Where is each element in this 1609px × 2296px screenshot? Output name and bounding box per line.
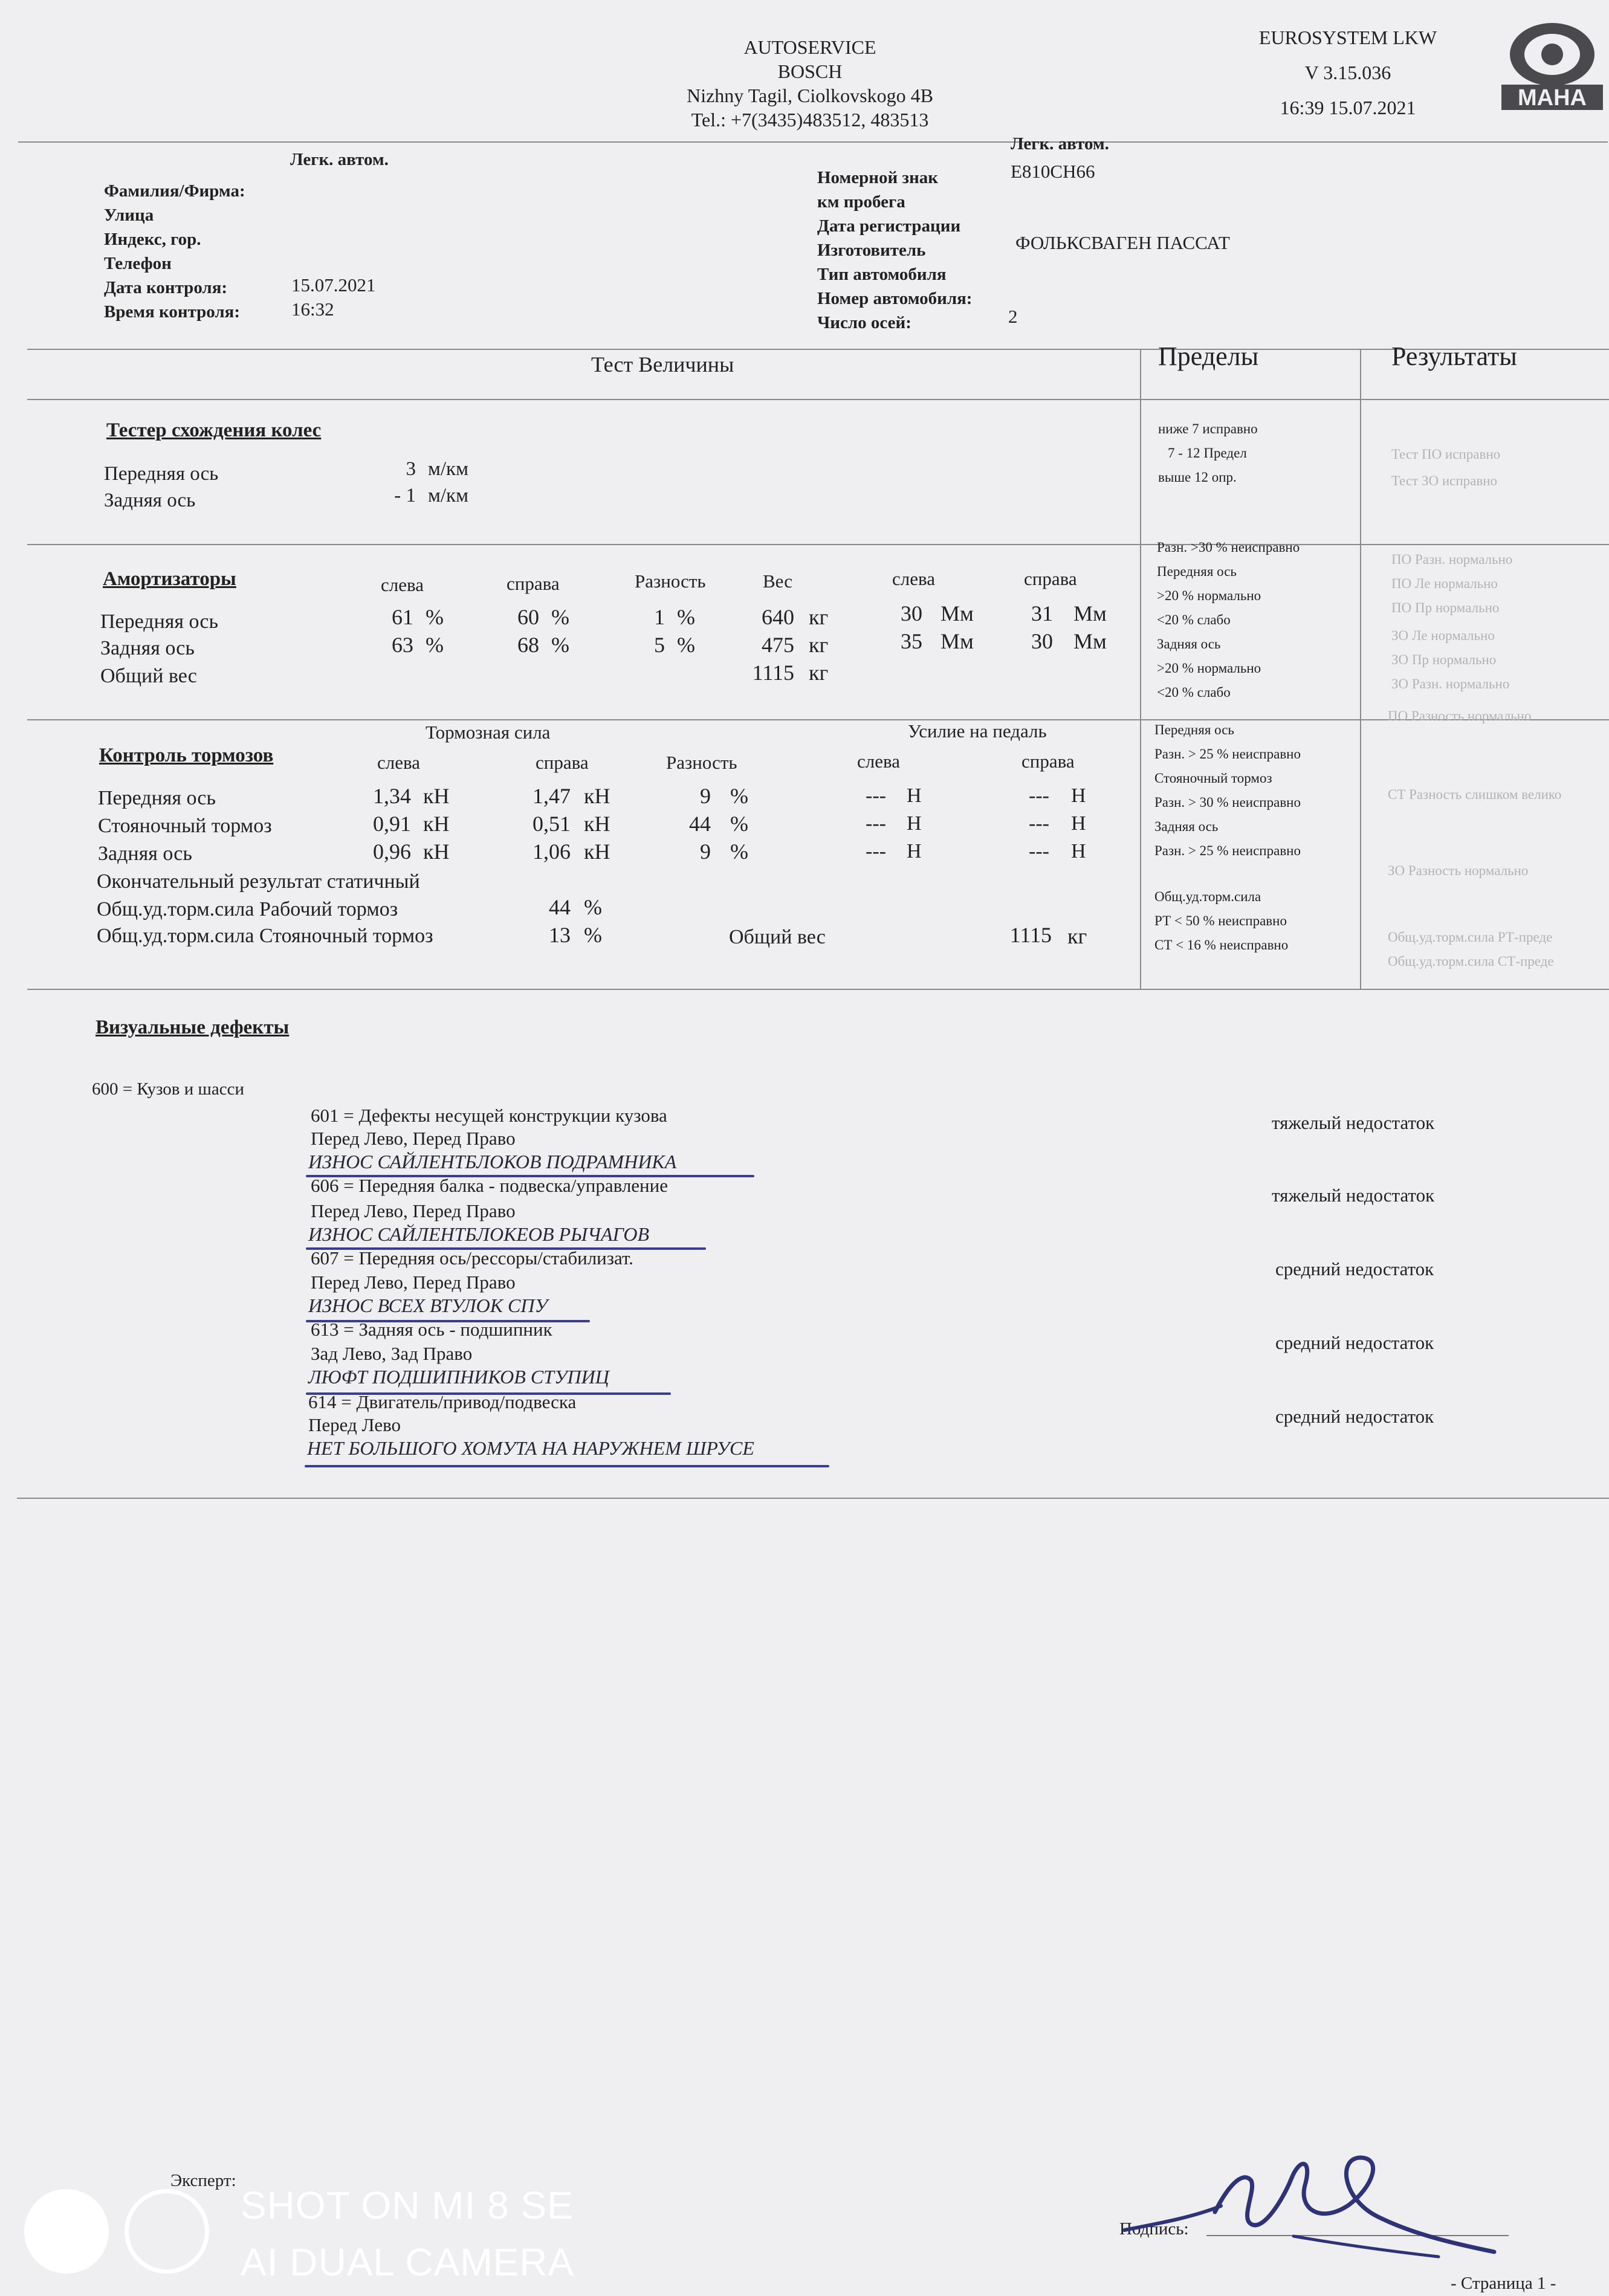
shocks-front-right: 60	[517, 605, 539, 629]
defect-position: Зад Лево, Зад Право	[311, 1343, 473, 1364]
unit-kg: кг	[1067, 924, 1087, 948]
defect-position: Перед Лево, Перед Право	[311, 1200, 516, 1221]
service-brake-label: Общ.уд.торм.сила Рабочий тормоз	[97, 898, 398, 920]
divider	[1140, 349, 1141, 989]
defects-group: 600 = Кузов и шасси	[92, 1079, 244, 1099]
shocks-front-diff: 1	[654, 605, 665, 629]
brakes-front-label: Передняя ось	[98, 787, 216, 809]
shocks-rear-right-mm: 30	[1031, 629, 1053, 653]
defect-position: Перед Лево, Перед Право	[311, 1272, 516, 1293]
defect-note: ИЗНОС САЙЛЕНТБЛОКЕОВ РЫЧАГОВ	[308, 1223, 650, 1245]
divider	[1360, 349, 1361, 989]
unit-n: Н	[1071, 812, 1086, 835]
company-brand: BOSCH	[777, 60, 843, 82]
watermark-line-2: AI DUAL CAMERA	[241, 2240, 575, 2284]
service-brake-value: 44	[549, 895, 571, 919]
divider	[27, 544, 1609, 545]
logo-text: MAHA	[1518, 85, 1587, 111]
unit-kn: кН	[423, 784, 450, 808]
shocks-header-left: слева	[381, 574, 424, 595]
brakes-result-service: Общ.уд.торм.сила РТ-преде	[1388, 930, 1553, 945]
brakes-result-parking: СТ Разность слишком велико	[1388, 787, 1562, 802]
brakes-title: Контроль тормозов	[99, 745, 274, 766]
brakes-parking-label: Стояночный тормоз	[98, 815, 272, 837]
shocks-front-right-mm: 31	[1031, 601, 1053, 626]
pedal-left-value: ---	[866, 812, 886, 835]
alignment-rear-value: - 1	[394, 485, 416, 506]
unit-mm: Мм	[1073, 601, 1107, 626]
shocks-limits: Разн. >30 % неисправно Передняя ось >20 % нормально <20 % слабо Задняя ось >20 % нормально <20 % слабо	[1157, 540, 1300, 700]
brakes-rear-left: 0,96	[373, 839, 411, 864]
unit-mm: Мм	[1073, 629, 1107, 653]
shocks-total-weight: 1115	[752, 661, 794, 685]
brakes-parking-right: 0,51	[533, 812, 571, 836]
unit-kn: кН	[584, 839, 610, 864]
unit-percent: %	[677, 633, 695, 657]
divider	[27, 989, 1609, 990]
vehicle-category: Легк. автом.	[1011, 134, 1109, 154]
system-version: V 3.15.036	[1304, 62, 1391, 83]
pedal-header-right: справа	[1021, 751, 1075, 772]
alignment-rear-label: Задняя ось	[104, 490, 196, 511]
watermark-line-1: SHOT ON MI 8 SE	[241, 2184, 574, 2227]
final-result: Окончательный результат статичный	[97, 870, 420, 893]
defect-severity: средний недостаток	[1275, 1258, 1434, 1279]
manufacturer: ФОЛЬКСВАГЕН ПАССАТ	[1015, 232, 1230, 253]
column-test: Тест Величины	[591, 352, 734, 377]
brakes-header-left: слева	[377, 752, 420, 773]
unit-kg: кг	[809, 661, 829, 685]
unit-kn: кН	[584, 812, 610, 836]
divider	[17, 1498, 1609, 1499]
defect-position: Перед Лево, Перед Право	[311, 1128, 516, 1149]
defect-severity: средний недостаток	[1275, 1332, 1434, 1353]
unit-n: Н	[1071, 840, 1086, 862]
system-name: EUROSYSTEM LKW	[1258, 27, 1437, 48]
unit-percent: %	[584, 923, 602, 947]
unit-percent: %	[584, 895, 602, 919]
brakes-limits: Передняя ось Разн. > 25 % неисправно Стояночный тормоз Разн. > 30 % неисправно Задняя ось Разн. > 25 % неисправно Общ.уд.торм.сила РТ < 50 % неисправно СТ < 16 % неисправно	[1154, 722, 1301, 952]
shocks-front-left: 61	[392, 605, 413, 629]
brakes-total-label: Общий вес	[729, 926, 826, 948]
unit-kn: кН	[423, 812, 450, 836]
brakes-front-diff: 9	[700, 784, 711, 808]
defect-note: ИЗНОС САЙЛЕНТБЛОКОВ ПОДРАМНИКА	[308, 1151, 677, 1172]
unit-mm: Мм	[940, 601, 974, 626]
unit-kg: кг	[809, 633, 829, 657]
shocks-front-weight: 640	[762, 605, 794, 629]
alignment-unit: м/км	[428, 485, 468, 506]
brakes-front-left: 1,34	[373, 784, 411, 808]
parking-brake-value: 13	[549, 923, 571, 947]
alignment-results: Тест ПО исправно Тест ЗО исправно	[1391, 447, 1501, 488]
unit-kn: кН	[584, 784, 610, 808]
brakes-result-front: ПО Разность нормально	[1388, 708, 1532, 723]
client-category: Легк. автом.	[290, 150, 389, 169]
watermark-ring-icon	[125, 2189, 209, 2274]
defect-severity: тяжелый недостаток	[1272, 1112, 1435, 1133]
ink-underline	[305, 1465, 829, 1467]
pedal-right-value: ---	[1029, 784, 1049, 807]
divider	[27, 399, 1609, 400]
shocks-rear-right: 68	[517, 633, 539, 657]
divider	[27, 349, 1609, 350]
client-labels: Фамилия/Фирма: Улица Индекс, гор. Телефон Дата контроля: Время контроля:	[104, 181, 245, 322]
unit-n: Н	[907, 812, 922, 835]
company-name: AUTOSERVICE	[743, 36, 876, 58]
defect-code: 614 = Двигатель/привод/подвеска	[308, 1391, 577, 1412]
column-limits: Пределы	[1158, 341, 1259, 371]
shocks-header-right: справа	[507, 573, 560, 594]
defect-code: 613 = Задняя ось - подшипник	[311, 1319, 552, 1340]
defect-code: 606 = Передняя балка - подвеска/управление	[311, 1175, 668, 1196]
brakes-rear-diff: 9	[700, 839, 711, 864]
brakes-result-parking-total: Общ.уд.торм.сила СТ-преде	[1388, 954, 1554, 969]
brakes-result-rear: ЗО Разность нормально	[1388, 863, 1529, 878]
pedal-right-value: ---	[1029, 840, 1049, 862]
alignment-front-value: 3	[406, 458, 416, 480]
system-info	[1215, 25, 1481, 120]
defect-severity: тяжелый недостаток	[1272, 1185, 1435, 1206]
defect-code: 601 = Дефекты несущей конструкции кузова	[311, 1105, 667, 1126]
unit-mm: Мм	[940, 629, 974, 653]
brakes-parking-diff: 44	[689, 812, 711, 836]
alignment-unit: м/км	[428, 458, 468, 480]
brakes-rear-label: Задняя ось	[98, 842, 192, 865]
shocks-results: ПО Разн. нормально ПО Ле нормально ПО Пр нормально ЗО Ле нормально ЗО Пр нормально ЗО Разн. нормально	[1391, 552, 1513, 691]
shocks-front-left-mm: 30	[901, 601, 922, 626]
watermark-dot-icon	[24, 2189, 109, 2274]
axle-count: 2	[1008, 306, 1018, 327]
defect-note: НЕТ БОЛЬШОГО ХОМУТА НА НАРУЖНЕМ ШРУСЕ	[307, 1437, 754, 1459]
unit-kg: кг	[809, 605, 829, 629]
brake-force-header: Тормозная сила	[426, 722, 551, 743]
shocks-header-right-mm: справа	[1024, 568, 1077, 589]
shocks-header-diff: Разность	[635, 571, 706, 592]
company-address: Nizhny Tagil, Ciolkovskogo 4B	[687, 85, 933, 106]
unit-percent: %	[551, 633, 569, 657]
shocks-rear-left: 63	[392, 633, 413, 657]
shocks-title: Амортизаторы	[103, 568, 236, 590]
shocks-front-label: Передняя ось	[100, 610, 219, 633]
control-date: 15.07.2021	[291, 274, 376, 296]
unit-percent: %	[730, 839, 748, 864]
alignment-front-label: Передняя ось	[104, 463, 219, 485]
expert-label: Эксперт:	[170, 2171, 236, 2190]
defect-note: ЛЮФТ ПОДШИПНИКОВ СТУПИЦ	[308, 1366, 609, 1388]
alignment-limits: ниже 7 исправно 7 - 12 Предел выше 12 опр.	[1158, 421, 1258, 485]
pedal-left-value: ---	[866, 784, 886, 807]
parking-brake-label: Общ.уд.торм.сила Стояночный тормоз	[97, 925, 433, 947]
defects-title: Визуальные дефекты	[96, 1017, 290, 1038]
handwritten-signature	[1112, 2133, 1523, 2272]
brakes-header-right: справа	[536, 752, 589, 773]
defect-code: 607 = Передняя ось/рессоры/стабилизат.	[311, 1247, 633, 1269]
unit-n: Н	[1071, 784, 1086, 807]
brakes-parking-left: 0,91	[373, 812, 411, 836]
unit-percent: %	[730, 812, 748, 836]
brakes-header-diff: Разность	[666, 752, 737, 773]
brakes-rear-right: 1,06	[533, 839, 571, 864]
pedal-force-header: Усилие на педаль	[908, 720, 1047, 742]
unit-percent: %	[426, 633, 444, 657]
unit-kn: кН	[423, 839, 450, 864]
column-results: Результаты	[1391, 341, 1517, 371]
unit-percent: %	[551, 605, 569, 629]
brakes-front-right: 1,47	[533, 784, 571, 808]
unit-percent: %	[730, 784, 748, 808]
pedal-right-value: ---	[1029, 812, 1049, 835]
print-datetime: 16:39 15.07.2021	[1280, 97, 1416, 118]
shocks-header-weight: Вес	[763, 571, 792, 592]
shocks-rear-label: Задняя ось	[100, 637, 195, 659]
unit-n: Н	[907, 840, 922, 862]
control-time: 16:32	[291, 299, 334, 320]
page-number: - Страница 1 -	[1451, 2274, 1556, 2293]
divider	[27, 719, 1609, 720]
alignment-title: Тестер схождения колес	[106, 419, 322, 441]
plate-number: E810CH66	[1011, 161, 1095, 182]
company-block	[635, 35, 985, 132]
unit-n: Н	[907, 784, 922, 807]
shocks-rear-diff: 5	[654, 633, 665, 657]
shocks-total-label: Общий вес	[100, 665, 197, 687]
signature-label: Подпись:	[1119, 2219, 1189, 2239]
maha-logo	[1498, 17, 1607, 114]
unit-percent: %	[677, 605, 695, 629]
unit-percent: %	[426, 605, 444, 629]
vehicle-labels: Номерной знак км пробега Дата регистрации Изготовитель Тип автомобиля Номер автомобиля: Число осей:	[817, 168, 973, 332]
defect-position: Перед Лево	[308, 1414, 401, 1435]
company-phone: Tel.: +7(3435)483512, 483513	[691, 109, 929, 131]
pedal-header-left: слева	[857, 751, 900, 772]
divider	[18, 141, 1608, 143]
shocks-rear-weight: 475	[762, 633, 794, 657]
defect-severity: средний недостаток	[1275, 1406, 1434, 1427]
shocks-rear-left-mm: 35	[901, 629, 922, 653]
defect-note: ИЗНОС ВСЕХ ВТУЛОК СПУ	[308, 1295, 548, 1316]
pedal-left-value: ---	[866, 840, 886, 862]
shocks-header-left-mm: слева	[892, 568, 935, 589]
brakes-total-weight: 1115	[1009, 923, 1052, 947]
